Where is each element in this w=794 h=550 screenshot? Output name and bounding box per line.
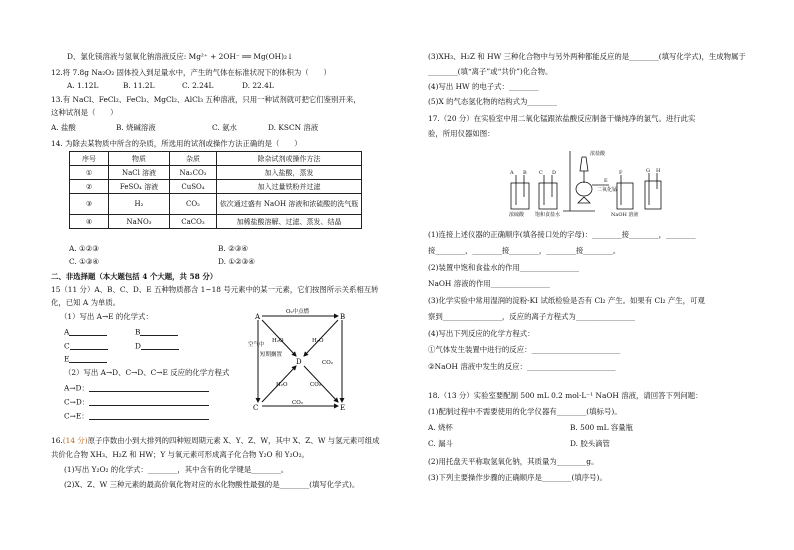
question-17-line1: 17.（20 分）在实验室中用二氧化锰跟浓盐酸反应制备干燥纯净的氯气。进行此实: [428, 114, 696, 123]
q12-option-b: B. 11.2L: [123, 81, 155, 90]
table-cell: FeSO₄ 溶液: [109, 180, 170, 194]
q15-eq-ce: [64, 412, 209, 420]
letter: B: [135, 327, 141, 337]
table-cell: CO₂: [170, 194, 217, 215]
purification-table: [69, 151, 362, 229]
alcohol-lamp: [578, 197, 590, 203]
q16-sub4: (4)写出 HW 的电子式：________: [428, 82, 539, 91]
table-cell: ①: [70, 166, 109, 180]
q16-sub2: (2)X、Z、W 三种元素的最高价氧化物对应的水化物酸性最强的是________(填写化学式)。: [64, 480, 360, 489]
q16-number: 16.: [51, 436, 63, 445]
table-cell: NaNO₃: [109, 215, 170, 229]
q17-sub4-1: ①气体发生装置中进行的反应：________________________: [428, 345, 621, 354]
port-e: E: [604, 178, 608, 184]
label-co2: CO₂: [310, 382, 321, 388]
q15-letter-a: [64, 328, 107, 336]
q15-letter-e: [64, 355, 107, 363]
port-b: B: [523, 170, 527, 176]
question-13-line1: 13.有 NaCl、FeCl₂、FeCl₃、MgCl₂、AlCl₃ 五种溶液，只用一种试剂就可把它们鉴别开来，: [51, 95, 361, 104]
question-15-line1: 15（11 分）A、B、C、D、E 五种物质都含 1~18 号元素中的某一元素，它们按图所示关系相互转: [51, 285, 379, 294]
node-c: C: [253, 404, 259, 412]
table-row: [70, 194, 362, 215]
table-cell: Na₂CO₃: [170, 166, 217, 180]
q12-option-a: A. 1.12L: [67, 81, 99, 90]
q13-option-b: B. 烧碱溶液: [116, 123, 156, 132]
q16-sub1: (1)写出 Y₂O₂ 的化学式：________，其中含有的化学键是________。: [64, 465, 289, 474]
q17-sub1-line1: (1)连接上述仪器的正确顺序(填各接口处的字母)：________接________，________: [428, 230, 696, 239]
label-h2o: H₂O: [276, 382, 288, 388]
q17-sub3-line2: 察到________________，反应的离子方程式为________________: [428, 312, 635, 321]
q18-sub2: (2)用托盘天平称取氢氧化钠，其质量为________g。: [428, 457, 599, 466]
q14-option-c: C. ①③④: [69, 257, 99, 266]
table-cell: ②: [70, 180, 109, 194]
q17-sub1-line2: 接________，________接________，________接________。: [428, 246, 621, 255]
table-cell: CaCO₃: [170, 215, 217, 229]
q16-score: (14 分): [62, 436, 88, 445]
q14-option-b: B. ②③④: [218, 244, 249, 253]
question-13-line2: 这种试剂是（ ）: [51, 108, 118, 117]
question-12: 12.将 7.8g Na₂O₂ 固体投入到足量水中，产生的气体在标准状况下的体积为（ ）: [51, 68, 331, 77]
q18-option-c: C. 漏斗: [428, 439, 453, 448]
table-header: 除杂试剂或操作方法: [217, 152, 362, 166]
wash-bottle-left: [511, 183, 529, 209]
q12-option-c: C. 2.24L: [182, 81, 214, 90]
table-header: 序号: [70, 152, 109, 166]
letter: E: [64, 354, 70, 364]
question-18: 18.（13 分）实验室要配制 500 mL 0.2 mol·L⁻¹ NaOH 溶液，请回答下列问题：: [428, 391, 703, 400]
q17-sub3-line1: (3)化学实验中常用湿润的淀粉-KI 试纸检验是否有 Cl₂ 产生。如果有 Cl₂ 产生，可观: [428, 296, 705, 305]
table-cell: ④: [70, 215, 109, 229]
q18-sub3: (3)下列主要操作步骤的正确顺序是________(填序号)。: [428, 473, 607, 482]
label-o2-burn: O₂中点燃: [286, 309, 310, 315]
q14-option-d: D. ①②③④: [218, 257, 255, 266]
question-15-line2: 化，已知 A 为单质。: [51, 298, 121, 307]
q16-sub3-line2: ________(填“离子”或“共价”)化合物。: [428, 67, 553, 76]
table-row: [70, 180, 362, 194]
table-cell: 加入盐酸，蒸发: [217, 166, 362, 180]
q17-sub2-line1: (2)装置中饱和食盐水的作用________________: [428, 263, 579, 272]
q16-sub3-line1: (3)XH₃、H₂Z 和 HW 三种化合物中与另外两种都能反应的是________(填写化学式)，生成物属于: [428, 52, 746, 61]
port-f: F: [619, 170, 623, 176]
q15-sub1: （1）写出 A→E 的化学式：: [60, 312, 153, 321]
q15-letter-c: [64, 342, 108, 350]
letter: C: [64, 341, 70, 351]
label-brine: 饱和食盐水: [535, 212, 561, 218]
label-conc-h2so4: 浓硫酸: [509, 212, 525, 218]
q12-option-d: D. 22.4L: [242, 81, 274, 90]
reaction-diagram: [250, 306, 350, 414]
table-cell: ③: [70, 194, 109, 215]
table-header-row: [70, 152, 362, 166]
table-row: [70, 166, 362, 180]
eq-label: C→E：: [64, 411, 89, 421]
q17-sub4-2: ②NaOH 溶液中发生的反应：________________________: [428, 362, 616, 371]
table-header: 物质: [109, 152, 170, 166]
label-h2o: H₂O: [272, 338, 284, 344]
q16-sub5: (5)X 的气态氢化物的结构式为________: [428, 97, 557, 106]
label-mno2: 二氧化锰: [597, 187, 618, 193]
label-co2: CO₂: [292, 400, 303, 406]
apparatus-figure: [505, 145, 675, 217]
q17-sub2-line2: NaOH 溶液的作用________________: [428, 279, 550, 288]
port-g: G: [646, 168, 650, 174]
label-h2o: H₂O: [312, 338, 324, 344]
node-a: A: [255, 313, 261, 321]
dropping-funnel: [580, 157, 588, 171]
q15-letter-b: [135, 328, 178, 336]
letter: D: [135, 341, 141, 351]
label-short-storage: 短期搁置: [260, 352, 283, 358]
label-co2: CO₂: [322, 360, 333, 366]
label-conc-hcl: 浓盐酸: [590, 151, 606, 157]
q14-option-a: A. ①②③: [69, 244, 99, 253]
question-17-line2: 验，所用仪器如图：: [428, 129, 495, 138]
q18-option-a: A. 烧杯: [428, 423, 453, 432]
eq-label: C→D：: [64, 397, 90, 407]
q15-letter-d: [135, 342, 179, 350]
node-e: E: [340, 404, 346, 412]
naoh-bottle: [617, 183, 633, 209]
label-air: 空气中: [248, 342, 265, 348]
port-h: H: [656, 168, 661, 174]
table-cell: NaCl 溶液: [109, 166, 170, 180]
section-2-heading: 二、非选择题（本大题包括 4 个大题，共 58 分）: [51, 272, 218, 281]
collecting-bottle: [645, 181, 661, 209]
table-cell: 加入过量铁粉并过滤: [217, 180, 362, 194]
table-cell: H₂: [109, 194, 170, 215]
port-c: C: [539, 170, 543, 176]
q15-eq-cd: [64, 398, 209, 406]
wash-bottle-middle: [539, 183, 557, 209]
q15-eq-ad: [64, 384, 209, 392]
q16-text: 原子序数由小到大排列的四种短周期元素 X、Y、Z、W，其中 X、Z、W 与氢元素可组成: [87, 436, 380, 445]
letter: A: [64, 327, 70, 337]
q13-option-d: D. KSCN 溶液: [268, 123, 319, 132]
q15-sub2: （2）写出 A→D、C→D、C→E 反应的化学方程式: [64, 368, 230, 377]
port-a: A: [510, 170, 514, 176]
q13-option-a: A. 盐酸: [51, 123, 76, 132]
q13-option-c: C. 氨水: [212, 123, 237, 132]
flask: [576, 182, 592, 196]
table-cell: 依次通过盛有 NaOH 溶液和浓硫酸的洗气瓶: [217, 194, 362, 215]
table-header: 杂质: [170, 152, 217, 166]
port-d: D: [552, 170, 557, 176]
question-16-line1: [51, 437, 380, 444]
node-b: B: [340, 313, 346, 321]
table-cell: 加稀盐酸溶解、过滤、蒸发、结晶: [217, 215, 362, 229]
eq-label: A→D：: [64, 383, 89, 393]
table-cell: CuSO₄: [170, 180, 217, 194]
table-row: [70, 215, 362, 229]
q18-option-d: D. 胶头滴管: [570, 439, 610, 448]
label-naoh: NaOH 溶液: [611, 212, 639, 218]
q18-option-b: B. 500 mL 容量瓶: [570, 423, 634, 432]
node-d: D: [296, 358, 302, 366]
question-14: 14. 为除去某物质中所含的杂质，所选用的试剂或操作方法正确的是（ ）: [51, 139, 302, 148]
q17-sub4: (4)写出下列反应的化学方程式：: [428, 329, 535, 338]
q18-sub1: (1)配制过程中不需要使用的化学仪器有________(填标号)。: [428, 407, 622, 416]
question-16-line2: 共价化合物 XH₃、H₂Z 和 HW；Y 与氧元素可形成离子化合物 Y₂O 和 Y₂O₂。: [51, 450, 309, 459]
q11-option-d: D、氯化镁溶液与氢氧化钠溶液反应: Mg²⁺ + 2OH⁻ ══ Mg(OH)₂↓: [67, 52, 294, 61]
